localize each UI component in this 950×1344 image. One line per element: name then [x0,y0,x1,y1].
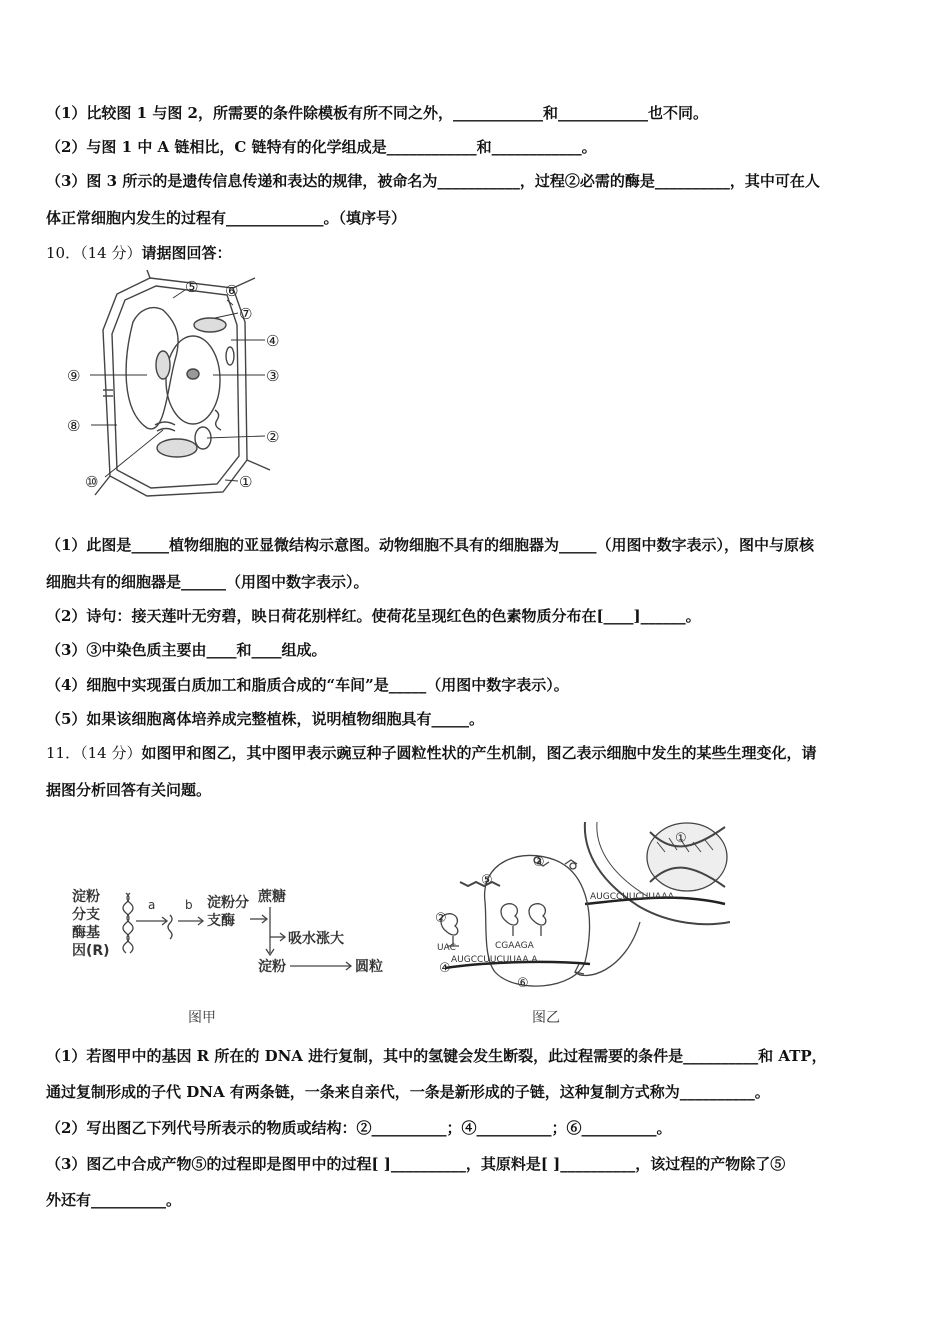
jia-sucrose: 蔗糖 [258,889,286,905]
q10-part2: （2）诗句：接天莲叶无穷碧，映日荷花别样红。使荷花呈现红色的色素物质分布在[____]______。 [46,607,701,625]
q9-part3-line2: 体正常细胞内发生的过程有_____________。（填序号） [46,209,407,227]
yi-label-6: ⑥ [517,976,529,991]
cell-label-8: ⑧ [67,417,81,435]
q11-prompt: 如图甲和图乙，其中图甲表示豌豆种子圆粒性状的产生机制，图乙表示细胞中发生的某些生理变化，请 [141,744,817,762]
q11-part1-line1: （1）若图甲中的基因 R 所在的 DNA 进行复制，其中的氢键会发生断裂，此过程需要的条件是__________和 ATP， [46,1047,827,1065]
q9-part2: （2）与图 1 中 A 链相比，C 链特有的化学组成是____________和____________。 [46,138,597,156]
figure-yi [425,822,730,1000]
jia-enzyme-1: 淀粉分 [207,895,249,911]
cell-label-5: ⑤ [185,278,199,296]
yi-anticodons2: CGAAGA [495,941,534,951]
yi-label-3: ③ [533,855,545,870]
jia-round: 圆粒 [355,959,383,975]
jia-label-b: b [185,898,193,912]
jia-gene-3: 酶基 [72,925,100,941]
q11-header-line1 [46,743,816,763]
q9-part3-line1: （3）图 3 所示的是遗传信息传递和表达的规律，被命名为___________，过程②必需的酶是__________，其中可在人 [46,172,820,190]
jia-enzyme-2: 支酶 [207,913,235,929]
cell-label-1: ① [239,473,253,491]
q11-part1-line2: 通过复制形成的子代 DNA 有两条链，一条来自亲代，一条是新形成的子链，这种复制方式称为__________。 [46,1083,770,1101]
q10-part1-line1: （1）此图是_____植物细胞的亚显微结构示意图。动物细胞不具有的细胞器为_____（用图中数字表示），图中与原核 [46,536,814,554]
cell-label-3: ③ [266,367,280,385]
yi-label-5: ⑤ [481,873,493,888]
q10-number: 10．（14 分） [46,244,142,262]
yi-label-4: ④ [439,961,451,976]
figure-jia [70,885,400,980]
plant-cell-diagram [55,270,300,505]
yi-anticodon: UAC [437,943,456,953]
jia-gene-2: 分支 [72,907,100,923]
cell-label-2: ② [266,428,280,446]
q11-part3-line2: 外还有__________。 [46,1191,182,1209]
q11-part2: （2）写出图乙下列代号所表示的物质或结构：②__________；④__________；⑥__________。 [46,1119,672,1137]
cell-label-6: ⑥ [225,282,239,300]
q10-part3: （3）③中染色质主要由____和____组成。 [46,641,327,659]
q11-header-line2: 据图分析回答有关问题。 [46,781,212,799]
yi-seq-bottom: AUGCCUUCUUAA A [451,955,538,965]
q10-part1-line2: 细胞共有的细胞器是______（用图中数字表示）。 [46,573,369,591]
q11-number: 11．（14 分） [46,744,142,762]
q10-header [46,243,231,263]
jia-starch: 淀粉 [258,959,286,975]
yi-seq-top: AUGCCUUCUUAAA [590,892,674,902]
q10-part5: （5）如果该细胞离体培养成完整植株，说明植物细胞具有_____。 [46,710,484,728]
jia-gene-4: 因(R) [72,943,110,959]
q10-part4: （4）细胞中实现蛋白质加工和脂质合成的“车间”是_____（用图中数字表示）。 [46,676,569,694]
figure-jia-caption: 图甲 [188,1010,216,1026]
cell-label-4: ④ [266,332,280,350]
cell-label-7: ⑦ [239,305,253,323]
cell-label-9: ⑨ [67,367,81,385]
yi-label-2: ② [435,911,447,926]
q10-prompt: 请据图回答： [141,244,232,262]
jia-water: 吸水涨大 [288,931,344,947]
cell-label-10: ⑩ [85,473,99,491]
q9-part1: （1）比较图 1 与图 2，所需要的条件除模板有所不同之外，____________和____________也不同。 [46,104,708,122]
q11-part3-line1: （3）图乙中合成产物⑤的过程即是图甲中的过程[ ]__________，其原料是[ ]__________，该过程的产物除了⑤ [46,1155,786,1173]
jia-label-a: a [148,898,156,912]
yi-label-1: ① [675,831,687,846]
figure-yi-caption: 图乙 [532,1010,560,1026]
jia-gene-1: 淀粉 [72,889,100,905]
